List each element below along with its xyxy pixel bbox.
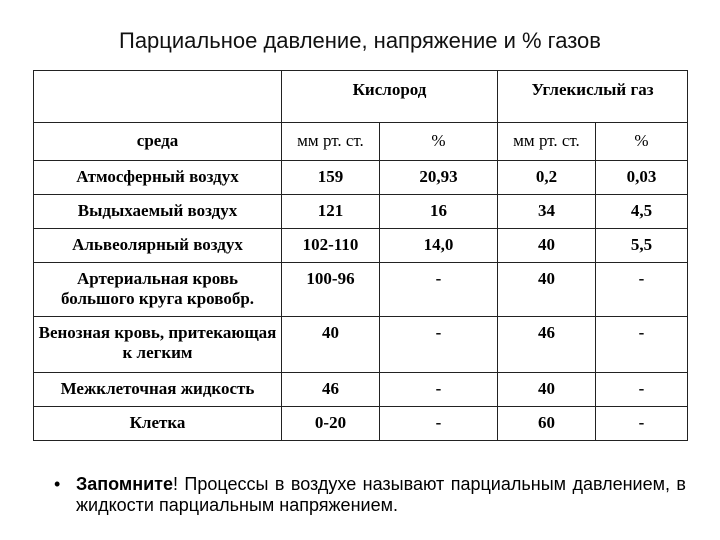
o2-mmhg-cell: 100-96 — [282, 263, 380, 317]
medium-cell: Клетка — [34, 407, 282, 441]
o2-mmhg-cell: 159 — [282, 161, 380, 195]
co2-mmhg-cell: 40 — [498, 229, 596, 263]
medium-cell: Атмосферный воздух — [34, 161, 282, 195]
medium-cell: Межклеточная жидкость — [34, 373, 282, 407]
column-header-row — [34, 123, 688, 161]
o2-mmhg-cell: 0-20 — [282, 407, 380, 441]
co2-mmhg-cell: 40 — [498, 263, 596, 317]
o2-mmhg-cell: 102-110 — [282, 229, 380, 263]
o2-pct-cell: 14,0 — [380, 229, 498, 263]
gas-table — [33, 70, 688, 441]
col-header-co2-mmhg: мм рт. ст. — [498, 123, 596, 161]
bullet-icon: • — [54, 474, 61, 494]
co2-pct-cell: 5,5 — [596, 229, 688, 263]
co2-group-header: Углекислый газ — [498, 71, 688, 123]
o2-pct-cell: - — [380, 373, 498, 407]
medium-cell: Выдыхаемый воздух — [34, 195, 282, 229]
co2-mmhg-cell: 60 — [498, 407, 596, 441]
reminder-note — [54, 474, 686, 516]
note-text: ! Процессы в воздухе называют парциальным давлением, в жидкости парциальным напряжением. — [76, 474, 686, 515]
group-header-row — [34, 71, 688, 123]
co2-pct-cell: - — [596, 317, 688, 373]
table-row — [34, 229, 688, 263]
oxygen-group-header: Кислород — [282, 71, 498, 123]
o2-pct-cell: - — [380, 317, 498, 373]
co2-pct-cell: 4,5 — [596, 195, 688, 229]
table-row — [34, 407, 688, 441]
medium-cell: Венозная кровь, притекающая к легким — [34, 317, 282, 373]
col-header-o2-pct: % — [380, 123, 498, 161]
table-row — [34, 263, 688, 317]
o2-pct-cell: 16 — [380, 195, 498, 229]
empty-corner-cell — [34, 71, 282, 123]
o2-pct-cell: 20,93 — [380, 161, 498, 195]
co2-mmhg-cell: 0,2 — [498, 161, 596, 195]
co2-pct-cell: 0,03 — [596, 161, 688, 195]
table-row — [34, 195, 688, 229]
table-row — [34, 161, 688, 195]
co2-mmhg-cell: 40 — [498, 373, 596, 407]
o2-mmhg-cell: 40 — [282, 317, 380, 373]
page-title: Парциальное давление, напряжение и % газов — [119, 28, 601, 53]
table-row — [34, 373, 688, 407]
co2-pct-cell: - — [596, 263, 688, 317]
co2-mmhg-cell: 34 — [498, 195, 596, 229]
o2-mmhg-cell: 121 — [282, 195, 380, 229]
co2-mmhg-cell: 46 — [498, 317, 596, 373]
o2-mmhg-cell: 46 — [282, 373, 380, 407]
note-emphasis: Запомните — [76, 474, 173, 494]
col-header-medium: среда — [34, 123, 282, 161]
o2-pct-cell: - — [380, 407, 498, 441]
medium-cell: Альвеолярный воздух — [34, 229, 282, 263]
o2-pct-cell: - — [380, 263, 498, 317]
col-header-co2-pct: % — [596, 123, 688, 161]
table-row — [34, 317, 688, 373]
co2-pct-cell: - — [596, 373, 688, 407]
co2-pct-cell: - — [596, 407, 688, 441]
medium-cell: Артериальная кровь большого круга кровобр. — [34, 263, 282, 317]
col-header-o2-mmhg: мм рт. ст. — [282, 123, 380, 161]
